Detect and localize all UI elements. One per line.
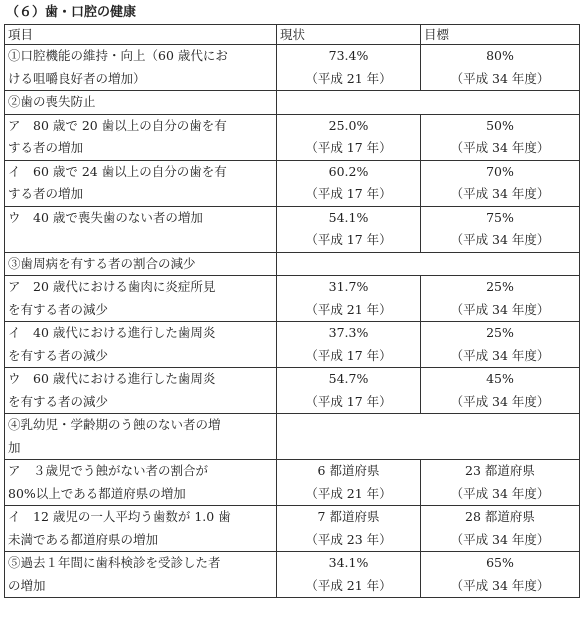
target-value: 80% <box>486 48 514 63</box>
item-cell <box>5 206 277 252</box>
item-line: イ 12 歳児の一人平均う歯数が 1.0 歯 <box>8 509 231 524</box>
group-label-cell <box>5 252 277 276</box>
target-value: 65% <box>486 555 514 570</box>
item-line: 80%以上である都道府県の増加 <box>8 485 186 501</box>
current-cell <box>277 322 421 368</box>
current-year-note: （平成 17 年） <box>305 140 392 155</box>
section-title: （６）歯・口腔の健康 <box>6 5 137 20</box>
item-line: ②歯の喪失防止 <box>8 94 96 109</box>
target-cell <box>421 114 580 160</box>
item-cell <box>5 506 277 552</box>
target-cell <box>421 368 580 414</box>
current-value: 54.7% <box>328 371 369 386</box>
current-value: 31.7% <box>328 279 369 294</box>
item-line: ア 80 歳で 20 歯以上の自分の歯を有 <box>8 117 227 133</box>
current-cell <box>277 460 421 506</box>
current-cell <box>277 45 421 91</box>
target-cell <box>421 460 580 506</box>
target-value: 50% <box>486 117 514 133</box>
item-line: ④乳幼児・学齢期のう蝕のない者の増 <box>8 417 221 432</box>
target-cell <box>421 276 580 322</box>
target-value: 28 都道府県 <box>465 509 535 524</box>
target-value: 75% <box>486 209 514 225</box>
table-row <box>5 460 580 506</box>
health-targets-table <box>4 24 580 598</box>
item-line: ウ 40 歳で喪失歯のない者の増加 <box>8 209 203 225</box>
current-year-note: （平成 21 年） <box>305 485 392 501</box>
item-cell <box>5 276 277 322</box>
header-item: 項目 <box>5 25 277 45</box>
item-line: を有する者の減少 <box>8 393 109 409</box>
item-cell <box>5 368 277 414</box>
item-line: ①口腔機能の維持・向上（60 歳代にお <box>8 48 228 63</box>
target-value: 45% <box>486 371 514 386</box>
current-value: 37.3% <box>328 325 369 340</box>
current-cell <box>277 114 421 160</box>
current-year-note: （平成 17 年） <box>305 393 392 409</box>
current-cell <box>277 160 421 206</box>
group-row <box>5 91 580 115</box>
group-empty-cell <box>277 414 580 460</box>
target-year-note: （平成 34 年度） <box>450 232 550 247</box>
current-year-note: （平成 21 年） <box>305 301 392 317</box>
item-line: する者の増加 <box>8 186 84 201</box>
item-line: を有する者の減少 <box>8 347 109 363</box>
item-line: ウ 60 歳代における進行した歯周炎 <box>8 371 216 386</box>
header-current: 現状 <box>277 25 421 45</box>
item-cell <box>5 322 277 368</box>
current-cell <box>277 206 421 252</box>
target-cell <box>421 322 580 368</box>
group-label-cell <box>5 414 277 460</box>
item-line: イ 60 歳で 24 歯以上の自分の歯を有 <box>8 163 227 179</box>
item-cell <box>5 160 277 206</box>
item-line: ア 20 歳代における歯肉に炎症所見 <box>8 279 216 294</box>
item-line: ア ３歳児でう蝕がない者の割合が <box>8 463 209 478</box>
current-value: 25.0% <box>328 117 369 133</box>
item-line: ⑤過去１年間に歯科検診を受診した者 <box>8 555 221 570</box>
target-year-note: （平成 34 年度） <box>450 531 550 547</box>
target-cell <box>421 45 580 91</box>
target-year-note: （平成 34 年度） <box>450 577 550 593</box>
current-value: 6 都道府県 <box>317 463 380 478</box>
item-cell <box>5 114 277 160</box>
target-cell <box>421 506 580 552</box>
current-year-note: （平成 21 年） <box>305 70 392 86</box>
target-cell <box>421 206 580 252</box>
target-value: 25% <box>486 325 514 340</box>
current-cell <box>277 552 421 598</box>
item-cell <box>5 460 277 506</box>
current-value: 60.2% <box>328 163 369 179</box>
item-line: イ 40 歳代における進行した歯周炎 <box>8 325 216 340</box>
current-cell <box>277 276 421 322</box>
current-year-note: （平成 17 年） <box>305 347 392 363</box>
target-year-note: （平成 34 年度） <box>450 485 550 501</box>
target-year-note: （平成 34 年度） <box>450 186 550 201</box>
table-row <box>5 206 580 252</box>
target-year-note: （平成 34 年度） <box>450 140 550 155</box>
item-line: ③歯周病を有する者の割合の減少 <box>8 255 196 271</box>
item-line: 未満である都道府県の増加 <box>8 531 159 547</box>
item-line: ける咀嚼良好者の増加） <box>8 70 146 86</box>
current-year-note: （平成 23 年） <box>305 531 392 547</box>
group-empty-cell <box>277 91 580 115</box>
table-row <box>5 160 580 206</box>
current-value: 73.4% <box>328 48 369 63</box>
target-cell <box>421 552 580 598</box>
table-row <box>5 45 580 91</box>
target-year-note: （平成 34 年度） <box>450 70 550 86</box>
current-cell <box>277 368 421 414</box>
item-line: 加 <box>8 439 21 455</box>
group-row <box>5 252 580 276</box>
table-row <box>5 506 580 552</box>
table-header-row <box>5 25 580 45</box>
group-row <box>5 414 580 460</box>
group-empty-cell <box>277 252 580 276</box>
current-value: 54.1% <box>328 209 369 225</box>
current-year-note: （平成 21 年） <box>305 577 392 593</box>
item-line: する者の増加 <box>8 140 84 155</box>
target-year-note: （平成 34 年度） <box>450 393 550 409</box>
current-year-note: （平成 17 年） <box>305 232 392 247</box>
target-value: 70% <box>486 163 514 179</box>
target-value: 25% <box>486 279 514 294</box>
item-cell <box>5 552 277 598</box>
current-value: 7 都道府県 <box>317 509 380 524</box>
target-year-note: （平成 34 年度） <box>450 301 550 317</box>
target-cell <box>421 160 580 206</box>
target-value: 23 都道府県 <box>465 463 535 478</box>
target-year-note: （平成 34 年度） <box>450 347 550 363</box>
table-row <box>5 114 580 160</box>
table-row <box>5 322 580 368</box>
current-year-note: （平成 17 年） <box>305 186 392 201</box>
table-row <box>5 276 580 322</box>
item-line: の増加 <box>8 577 46 593</box>
table-row <box>5 368 580 414</box>
item-line: を有する者の減少 <box>8 301 109 317</box>
group-label-cell <box>5 91 277 115</box>
table-row <box>5 552 580 598</box>
current-cell <box>277 506 421 552</box>
current-value: 34.1% <box>328 555 369 570</box>
item-cell <box>5 45 277 91</box>
header-target: 目標 <box>421 25 580 45</box>
